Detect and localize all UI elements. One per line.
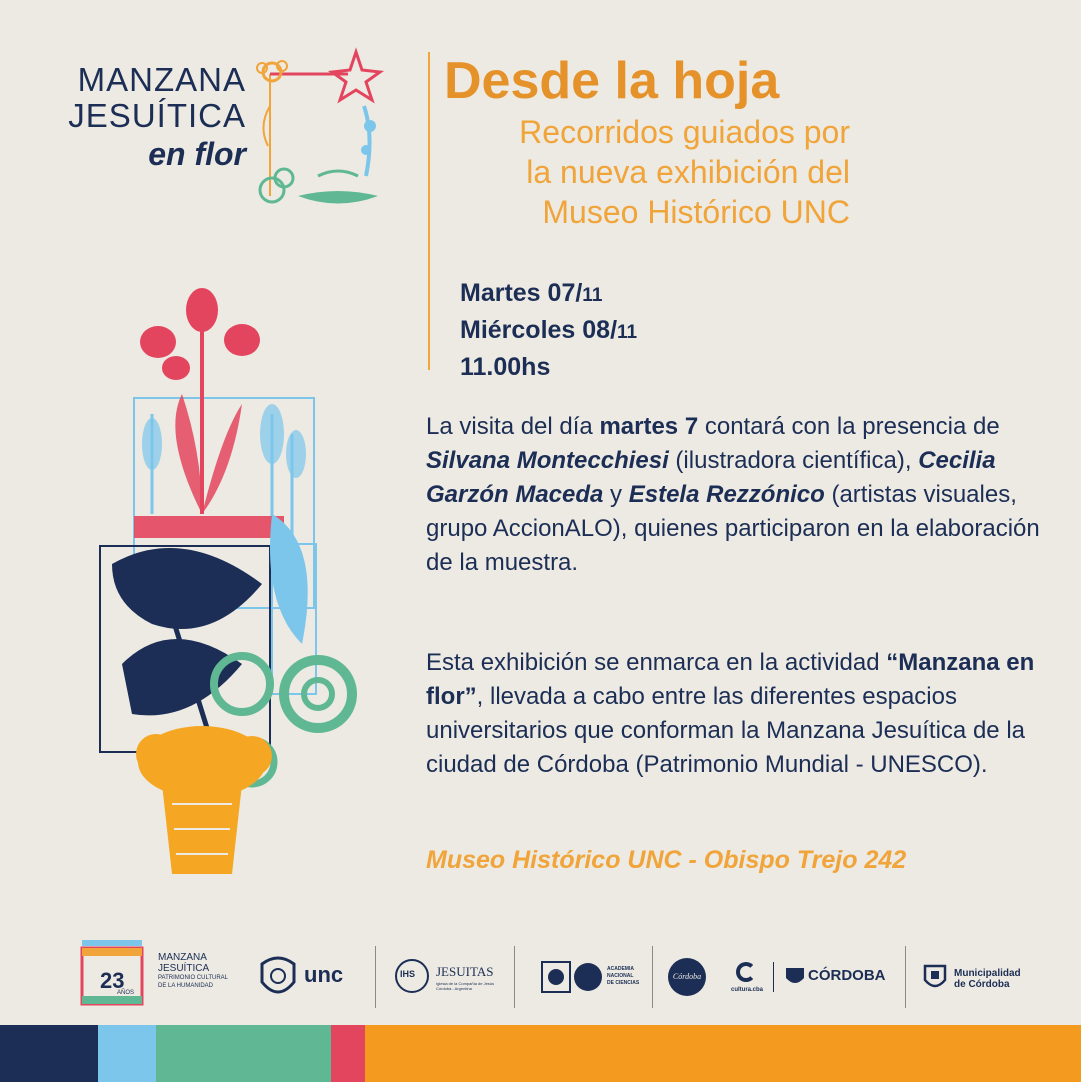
para1-text-2: contará con la presencia de bbox=[698, 413, 1000, 440]
footer-cultura-text: cultura.cba bbox=[731, 987, 764, 993]
footer-academia-text bbox=[607, 966, 639, 987]
vertical-divider bbox=[428, 52, 430, 370]
para1-text-4: y bbox=[603, 481, 629, 508]
subtitle-line: la nueva exhibición del bbox=[526, 154, 850, 190]
footer-separator bbox=[652, 946, 653, 1008]
academia-ciencias-logo-icon bbox=[540, 960, 604, 994]
venue-address: Museo Histórico UNC - Obispo Trejo 242 bbox=[426, 846, 907, 874]
date-2-label: Miércoles 08/ bbox=[460, 316, 618, 344]
para1-text-5: (artistas visuales, grupo AccionALO), quienes participaron en la elaboración de la muestra. bbox=[426, 481, 1040, 576]
page-subtitle bbox=[450, 112, 850, 232]
para1-person-1: Silvana Montecchiesi bbox=[426, 447, 669, 474]
subtitle-line: Museo Histórico UNC bbox=[542, 194, 850, 230]
para1-person-3: Estela Rezzónico bbox=[628, 481, 825, 508]
logo-line-3: en flor bbox=[148, 136, 246, 172]
para1-person-2: Cecilia Garzón Maceda bbox=[426, 447, 996, 508]
date-1-label: Martes 07/ bbox=[460, 279, 583, 307]
footer-mj-line: DE LA HUMANIDAD bbox=[158, 983, 214, 989]
para1-text-3: (ilustradora científica), bbox=[668, 447, 919, 474]
footer-academia-line: NACIONAL bbox=[607, 973, 634, 979]
footer-separator bbox=[905, 946, 906, 1008]
para1-bold-1: martes 7 bbox=[599, 413, 699, 440]
date-row-1 bbox=[460, 276, 637, 313]
unc-shield-icon bbox=[258, 952, 298, 1002]
description-paragraph-1 bbox=[426, 410, 1046, 580]
event-time: 11.00hs bbox=[460, 353, 551, 381]
date-1-suffix: 11 bbox=[582, 285, 603, 306]
footer-municipalidad-text bbox=[954, 968, 1021, 990]
footer-muni-line: Municipalidad bbox=[954, 968, 1021, 979]
bottom-color-bar bbox=[0, 1025, 1081, 1082]
description-paragraph-2 bbox=[426, 646, 1046, 782]
date-row-2 bbox=[460, 313, 637, 350]
footer-years-label: AÑOS bbox=[117, 990, 135, 996]
footer-muni-line: de Córdoba bbox=[954, 979, 1010, 990]
color-bar-navy bbox=[0, 1025, 98, 1082]
color-bar-red bbox=[331, 1025, 365, 1082]
footer-mj-line: PATRIMONIO CULTURAL bbox=[158, 975, 229, 981]
footer-mj-line: JESUÍTICA bbox=[158, 963, 210, 974]
page-title: Desde la hoja bbox=[444, 52, 780, 110]
subtitle-line: Recorridos guiados por bbox=[519, 114, 850, 150]
footer-separator bbox=[375, 946, 376, 1008]
cultura-logo-icon bbox=[736, 962, 756, 982]
footer-cordoba-script: Córdoba bbox=[672, 972, 702, 981]
color-bar-orange bbox=[365, 1025, 1081, 1082]
footer-jesuitas-sub: Iglesia de la Compañía de Jesús Córdoba - Argentina bbox=[436, 981, 495, 991]
footer-mini-separator bbox=[773, 962, 774, 992]
footer-cordoba-text: CÓRDOBA bbox=[808, 967, 886, 984]
para2-text-1: Esta exhibición se enmarca en la actividad bbox=[426, 649, 887, 676]
logo-line-1: MANZANA bbox=[77, 61, 246, 98]
color-bar-light-blue bbox=[98, 1025, 156, 1082]
footer-mj-line: MANZANA bbox=[158, 952, 207, 963]
footer-23-years: 23 bbox=[100, 968, 125, 993]
footer-academia-line: ACADEMIA bbox=[607, 966, 634, 972]
para2-text-2: , llevada a cabo entre las diferentes espacios universitarios que conforman la Manzana Jesuítica de la ciudad de Córdoba (Patrimonio Mundial - UNESCO). bbox=[426, 683, 1025, 778]
para2-bold-1: “Manzana en flor” bbox=[426, 649, 1035, 710]
cordoba-province-icon bbox=[784, 964, 806, 988]
municipalidad-shield-icon bbox=[922, 962, 948, 992]
para1-text-1: La visita del día bbox=[426, 413, 600, 440]
footer-manzana-jesuitica-text bbox=[158, 952, 228, 990]
footer-jesuitas-text: JESUITAS bbox=[436, 964, 494, 979]
footer-unc-text: unc bbox=[304, 962, 344, 987]
color-bar-green bbox=[156, 1025, 331, 1082]
floral-frame-illustration bbox=[248, 46, 390, 218]
footer-academia-line: DE CIENCIAS bbox=[607, 980, 640, 986]
footer-ihs-text: IHS bbox=[400, 969, 416, 979]
event-logo-text bbox=[36, 62, 246, 174]
footer-separator bbox=[514, 946, 515, 1008]
botanical-illustration bbox=[92, 284, 362, 878]
logo-line-2: JESUÍTICA bbox=[68, 97, 246, 134]
event-dates bbox=[460, 276, 637, 384]
date-2-suffix: 11 bbox=[617, 322, 638, 343]
